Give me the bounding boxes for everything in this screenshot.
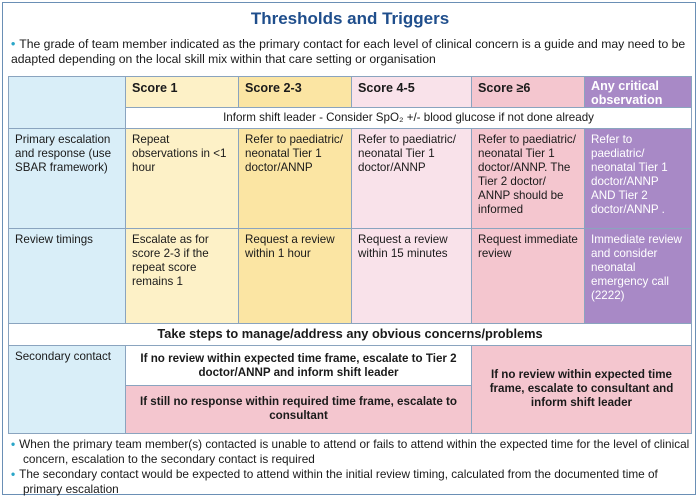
row-label-secondary: Secondary contact [8, 346, 126, 434]
row-label-primary: Primary escalation and response (use SBAR framework) [8, 129, 126, 229]
row-label-review: Review timings [8, 229, 126, 324]
take-steps-row: Take steps to manage/address any obvious concerns/problems [8, 324, 692, 346]
footer-note [11, 467, 691, 496]
bullet-icon: • [11, 437, 16, 451]
header-score-4-5: Score 4-5 [352, 76, 472, 108]
footer-note-text: The secondary contact would be expected to attend within the initial review timing, calculated from the documented time of primary escalation [19, 467, 658, 496]
intro-note [11, 37, 687, 67]
secondary-escalate-consultant: If still no response within required time frame, escalate to consultant [126, 386, 472, 434]
header-score-6-plus: Score ≥6 [472, 76, 585, 108]
footer-notes [11, 437, 691, 497]
review-score-4-5: Request a review within 15 minutes [352, 229, 472, 324]
secondary-escalate-tier2: If no review within expected time frame, escalate to Tier 2 doctor/ANNP and inform shift leader [126, 346, 472, 386]
bullet-icon: • [11, 37, 16, 51]
bullet-icon: • [11, 467, 16, 481]
secondary-critical-escalate: If no review within expected time frame, escalate to consultant and inform shift leader [472, 346, 692, 434]
review-any-critical: Immediate review and consider neonatal emergency call (2222) [585, 229, 692, 324]
page-title: Thresholds and Triggers [250, 9, 450, 28]
footer-note [11, 437, 691, 466]
escalation-table [8, 76, 692, 434]
header-score-1: Score 1 [126, 76, 239, 108]
header-any-critical: Any critical observation [585, 76, 692, 108]
header-empty-cell [8, 76, 126, 129]
review-score-6-plus: Request immediate review [472, 229, 585, 324]
primary-score-4-5: Refer to paediatric/ neonatal Tier 1 doctor/ANNP [352, 129, 472, 229]
primary-score-6-plus: Refer to paediatric/ neonatal Tier 1 doctor/ANNP. The Tier 2 doctor/ ANNP should be informed [472, 129, 585, 229]
intro-text: The grade of team member indicated as the primary contact for each level of clinical concern is a guide and may need to be adapted depending on the local skill mix within that care setting or organisation [11, 37, 686, 66]
review-score-2-3: Request a review within 1 hour [239, 229, 352, 324]
review-score-1: Escalate as for score 2-3 if the repeat score remains 1 [126, 229, 239, 324]
inform-shift-leader-row: Inform shift leader - Consider SpO₂ +/- blood glucose if not done already [126, 108, 692, 129]
primary-any-critical: Refer to paediatric/ neonatal Tier 1 doctor/ANNP AND Tier 2 doctor/ANNP . [585, 129, 692, 229]
primary-score-2-3: Refer to paediatric/ neonatal Tier 1 doctor/ANNP [239, 129, 352, 229]
primary-score-1: Repeat observations in <1 hour [126, 129, 239, 229]
footer-note-text: When the primary team member(s) contacted is unable to attend or fails to attend within the expected time for the level of clinical concern, escalation to the secondary contact is required [19, 437, 690, 466]
header-score-2-3: Score 2-3 [239, 76, 352, 108]
thresholds-panel [2, 2, 696, 495]
